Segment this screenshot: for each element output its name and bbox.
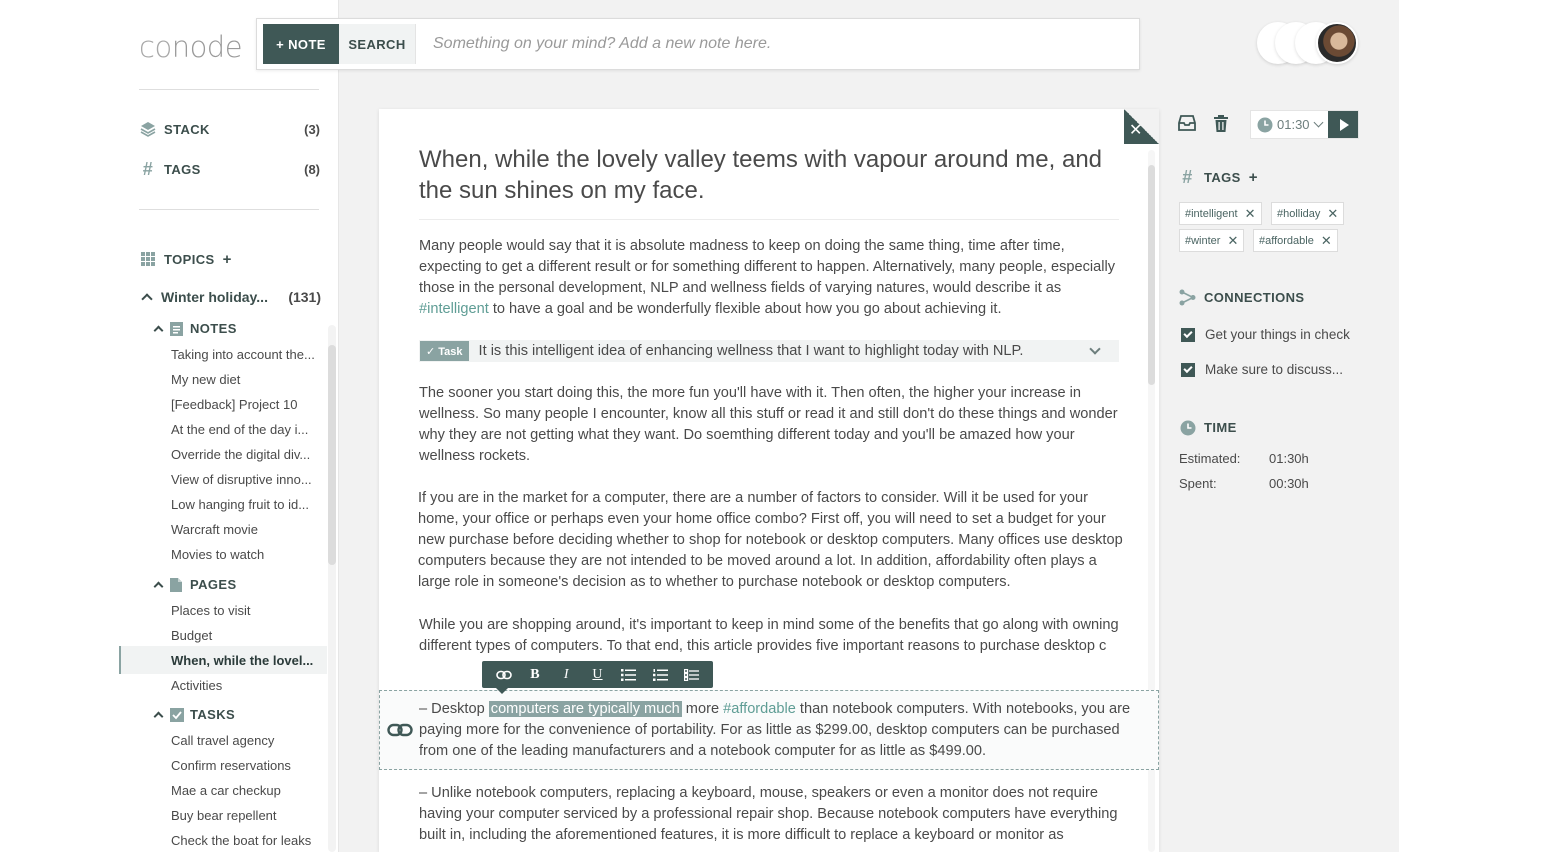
list-item[interactable]: Activities <box>171 678 223 693</box>
timer-select[interactable]: 01:30 <box>1277 117 1310 132</box>
list-item[interactable]: Override the digital div... <box>171 447 311 462</box>
sidebar-item-topics[interactable]: TOPICS + <box>139 250 320 268</box>
list-item[interactable]: Places to visit <box>171 603 251 618</box>
toolbar-pointer <box>496 688 508 694</box>
link-icon[interactable] <box>387 722 413 738</box>
hashtag-link[interactable]: #affordable <box>723 701 796 717</box>
connection-item[interactable]: Get your things in check <box>1181 327 1350 342</box>
trash-icon[interactable] <box>1213 115 1231 133</box>
chevron-up-icon[interactable] <box>154 712 164 722</box>
quick-note-bar <box>256 18 1140 70</box>
format-toolbar <box>482 661 713 688</box>
task-text[interactable]: It is this intelligent idea of enhancing wellness that I want to highlight today with NLP. <box>478 343 1024 359</box>
tags-section-header: # TAGS + <box>1179 169 1258 186</box>
close-note-button[interactable] <box>1124 109 1159 144</box>
tag-chip[interactable]: #affordable ✕ <box>1253 229 1338 252</box>
note-title[interactable]: When, while the lovely valley teems with vapour around me, and the sun shines on my face. <box>419 146 1103 204</box>
user-avatar[interactable] <box>1316 22 1358 64</box>
time-section-header: TIME <box>1179 419 1237 436</box>
inline-task[interactable] <box>419 340 1119 362</box>
play-timer-button[interactable] <box>1328 111 1358 138</box>
add-tag-button[interactable]: + <box>1248 169 1258 186</box>
add-topic-button[interactable]: + <box>222 250 232 268</box>
editor-scrollbar-thumb[interactable] <box>1148 165 1155 385</box>
paragraph[interactable]: Many people would say that it is absolute madness to keep on doing the same thing, time after time, expecting to get a different result or for something different to happen. Alternatively, many people, especially those in the personal development, NLP and wellness fields of varying natures, would describe it as #intelligent to have a goal and be wonderfully flexible about how you go about achieving it. <box>419 238 1116 317</box>
hash-icon: # <box>142 158 154 179</box>
list-item[interactable]: Movies to watch <box>171 547 265 562</box>
list-item[interactable]: Budget <box>171 628 213 643</box>
tag-chip[interactable]: #holliday ✕ <box>1271 202 1344 225</box>
close-icon: ✕ <box>1129 122 1143 139</box>
play-icon <box>1340 119 1349 131</box>
bullet-list-icon[interactable] <box>618 664 640 686</box>
list-item[interactable]: Buy bear repellent <box>171 808 277 823</box>
sidebar-item-tags[interactable]: # TAGS (8) <box>139 160 320 178</box>
clock-icon <box>1179 419 1196 436</box>
divider <box>419 219 1119 220</box>
task-check-icon <box>170 708 183 722</box>
paragraph[interactable]: – Unlike notebook computers, replacing a keyboard, mouse, speakers or even a monitor does not require having your computer serviced by a professional repair shop. Because notebook computers have everything built in, including the aforementioned features, it is more difficult to replace a keyboard or monitor as <box>419 785 1118 843</box>
remove-tag-icon[interactable]: ✕ <box>1320 232 1332 248</box>
collaborators <box>1255 22 1365 66</box>
task-badge: ✓ Task <box>420 341 469 361</box>
tag-chip[interactable]: #winter ✕ <box>1179 229 1244 252</box>
link-icon[interactable] <box>493 664 515 686</box>
checkbox-checked[interactable] <box>1181 363 1195 377</box>
list-item-active[interactable]: When, while the lovel... <box>171 653 314 668</box>
remove-tag-icon[interactable]: ✕ <box>1227 232 1239 248</box>
stack-icon <box>139 120 157 138</box>
tag-chip[interactable]: #intelligent ✕ <box>1179 202 1262 225</box>
connections-section-header: CONNECTIONS <box>1179 289 1304 306</box>
section-pages[interactable]: PAGES <box>153 577 237 592</box>
list-item[interactable]: Call travel agency <box>171 733 275 748</box>
list-item[interactable]: Warcraft movie <box>171 522 258 537</box>
right-margin <box>1399 0 1565 852</box>
topic-winter-holiday[interactable]: Winter holiday... (131) <box>140 289 321 305</box>
italic-button[interactable]: I <box>563 666 569 682</box>
divider <box>139 209 319 210</box>
checklist-icon[interactable] <box>680 664 702 686</box>
connections-icon <box>1179 289 1196 306</box>
chevron-up-icon[interactable] <box>141 293 152 304</box>
paragraph[interactable]: While you are shopping around, it's important to keep in mind some of the benefits that go along with owning different types of computers. To that end, this article provides five important reasons to purchase desktop c <box>419 617 1119 654</box>
time-spent: Spent: 00:30h <box>1179 476 1309 491</box>
paragraph[interactable]: The sooner you start doing this, the more fun you'll have with it. Then often, the higher your increase in wellness. So many people I encounter, know all this stuff or read it and still don't do these things and wonder why they are not getting what they want. Do soemthing different today and you'll be amazed how your wellness rockets. <box>419 385 1118 464</box>
sidebar <box>0 0 339 852</box>
checkbox-checked[interactable] <box>1181 328 1195 342</box>
text-selection[interactable]: computers are typically much <box>490 701 680 717</box>
chevron-up-icon[interactable] <box>154 582 164 592</box>
sidebar-scrollbar-thumb[interactable] <box>328 345 336 565</box>
time-estimated: Estimated: 01:30h <box>1179 451 1309 466</box>
section-notes[interactable]: NOTES <box>153 321 237 336</box>
list-item[interactable]: Mae a car checkup <box>171 783 281 798</box>
clock-icon <box>1257 117 1273 133</box>
list-item[interactable]: At the end of the day i... <box>171 422 309 437</box>
section-tasks[interactable]: TASKS <box>153 707 235 722</box>
search-button[interactable]: SEARCH <box>339 24 416 64</box>
remove-tag-icon[interactable]: ✕ <box>1244 205 1256 221</box>
timer-control <box>1250 110 1359 139</box>
hash-icon: # <box>1182 167 1193 187</box>
connection-item[interactable]: Make sure to discuss... <box>1181 362 1343 377</box>
paragraph[interactable]: – Desktop computers are typically much more #affordable than notebook computers. With notebooks, you are paying more for the convenience of portability. For as little as $299.00, desktop computers can be purchased from one of the leading manufacturers and a notebook computer for as little as $499.00. <box>419 701 1131 759</box>
list-item[interactable]: Low hanging fruit to id... <box>171 497 310 512</box>
hashtag-link[interactable]: #intelligent <box>419 301 489 317</box>
list-item[interactable]: [Feedback] Project 10 <box>171 397 298 412</box>
list-item[interactable]: Check the boat for leaks <box>171 833 312 848</box>
paragraph[interactable]: If you are in the market for a computer, there are a number of factors to consider. Will it be used for your home, your office or perhaps even your home office combo? First off, you will need to set a budget for your new purchase before deciding whether to shop for notebook or desktop computers. Many offices use desktop computers because they are not intended to be moved around a lot. In addition, affordability often plays a large role in someone's decision as to whether to purchase notebook or desktop computers. <box>418 490 1123 590</box>
note-icon <box>170 322 183 336</box>
divider <box>139 89 319 90</box>
list-item[interactable]: Taking into account the... <box>171 347 315 362</box>
numbered-list-icon[interactable] <box>649 664 671 686</box>
sidebar-item-stack[interactable]: STACK (3) <box>139 120 320 138</box>
bold-button[interactable]: B <box>530 666 540 682</box>
new-note-input[interactable] <box>416 19 1139 69</box>
chevron-up-icon[interactable] <box>154 326 164 336</box>
list-item[interactable]: View of disruptive inno... <box>171 472 312 487</box>
remove-tag-icon[interactable]: ✕ <box>1327 205 1339 221</box>
chevron-down-icon[interactable] <box>1089 343 1100 354</box>
underline-button[interactable]: U <box>592 666 603 682</box>
new-note-button[interactable]: + NOTE <box>263 24 339 64</box>
list-item[interactable]: Confirm reservations <box>171 758 291 773</box>
archive-icon[interactable] <box>1178 115 1196 133</box>
grid-icon <box>139 250 157 268</box>
logo[interactable]: conode <box>139 30 243 64</box>
page-icon <box>170 578 183 592</box>
list-item[interactable]: My new diet <box>171 372 241 387</box>
chevron-down-icon[interactable] <box>1314 118 1324 128</box>
